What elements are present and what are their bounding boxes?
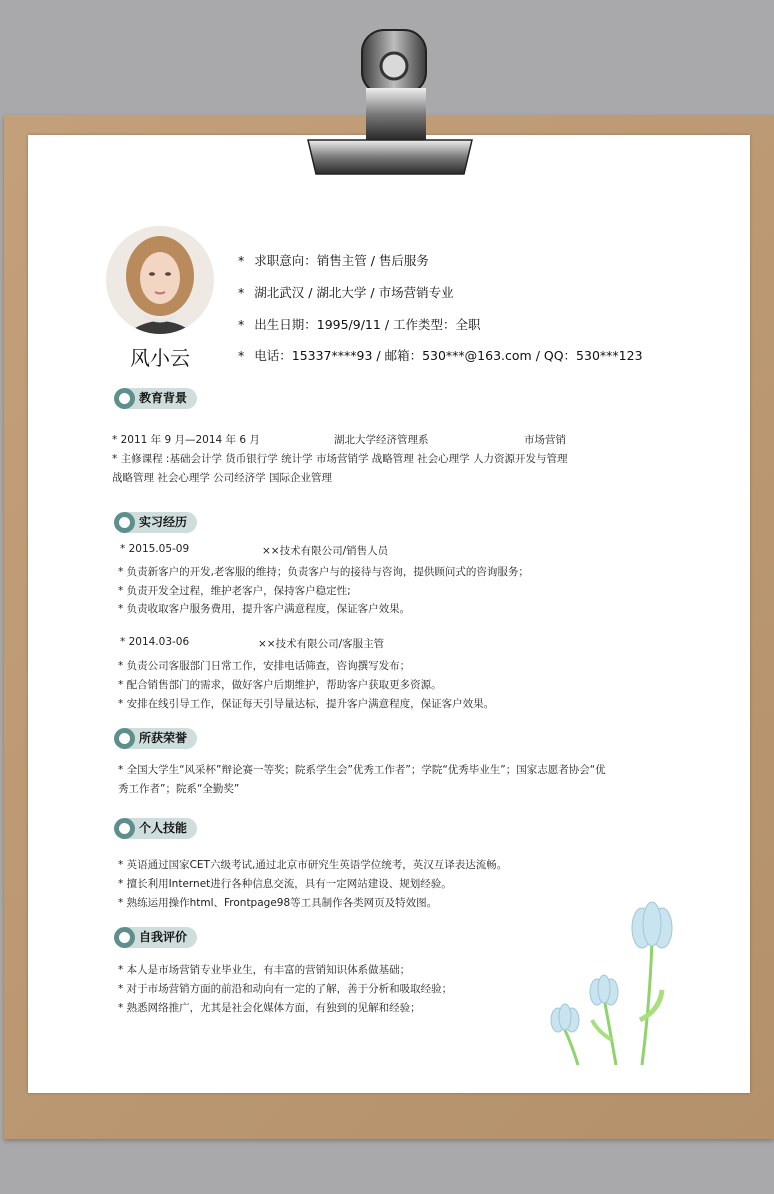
section-title: 教育背景 <box>124 388 197 409</box>
education-major: 市场营销 <box>524 434 566 446</box>
job-duty: * 负责收取客户服务费用，提升客户满意程度，保证客户效果。 <box>118 603 411 615</box>
education-courses: 战略管理 社会心理学 公司经济学 国际企业管理 <box>112 472 333 484</box>
avatar <box>106 226 214 334</box>
job-company: ××技术有限公司/销售人员 <box>262 545 389 557</box>
job-company: ××技术有限公司/客服主管 <box>258 638 385 650</box>
education-courses: * 主修课程 :基础会计学 货币银行学 统计学 市场营销学 战略管理 社会心理学 人力资源开发与管理 <box>112 453 568 465</box>
info-text: 出生日期：1995/9/11 / 工作类型：全职 <box>254 317 481 332</box>
job-date: * 2014.03-06 <box>120 636 190 648</box>
section-dot-icon <box>114 927 135 948</box>
info-location: * 湖北武汉 / 湖北大学 / 市场营销专业 <box>238 285 454 300</box>
section-dot-icon <box>114 388 135 409</box>
info-birth: * 出生日期：1995/9/11 / 工作类型：全职 <box>238 317 481 332</box>
section-title: 个人技能 <box>124 818 197 839</box>
info-text: 湖北武汉 / 湖北大学 / 市场营销专业 <box>254 285 454 300</box>
section-dot-icon <box>114 728 135 749</box>
job-duty: * 负责开发全过程，维护老客户，保持客户稳定性; <box>118 585 351 597</box>
honor-line: 秀工作者”；院系“全勤奖” <box>118 783 240 795</box>
education-date: * 2011 年 9 月—2014 年 6 月 <box>112 434 260 446</box>
candidate-name: 风小云 <box>130 346 190 370</box>
skill-line: * 擅长利用Internet进行各种信息交流，具有一定网站建设、规划经验。 <box>118 878 452 890</box>
section-dot-icon <box>114 512 135 533</box>
info-contact: * 电话：15337****93 / 邮箱：530***@163.com / QQ：530***123 <box>238 348 643 363</box>
binder-clip-icon <box>300 28 480 178</box>
job-duty: * 负责新客户的开发,老客服的维持；负责客户与的接待与咨询，提供顾问式的咨询服务； <box>118 566 529 578</box>
flower-decoration-icon <box>500 900 700 1070</box>
section-title: 实习经历 <box>124 512 197 533</box>
profile-photo <box>106 226 214 334</box>
self-eval-line: * 本人是市场营销专业毕业生，有丰富的营销知识体系做基础； <box>118 964 411 976</box>
info-text: 求职意向：销售主管 / 售后服务 <box>254 253 429 268</box>
job-duty: * 安排在线引导工作，保证每天引导量达标，提升客户满意程度，保证客户效果。 <box>118 698 495 710</box>
info-job-intent: * 求职意向：销售主管 / 售后服务 <box>238 253 429 268</box>
skill-line: * 英语通过国家CET六级考试,通过北京市研究生英语学位统考，英汉互译表达流畅。 <box>118 859 508 871</box>
skill-line: * 熟练运用操作html、Frontpage98等工具制作各类网页及特效图。 <box>118 897 438 909</box>
education-school: 湖北大学经济管理系 <box>334 434 429 446</box>
info-text: 电话：15337****93 / 邮箱：530***@163.com / QQ：530***123 <box>254 348 643 363</box>
section-dot-icon <box>114 818 135 839</box>
section-title: 所获荣誉 <box>124 728 197 749</box>
job-duty: * 负责公司客服部门日常工作，安排电话筛查，咨询撰写发布； <box>118 660 411 672</box>
job-duty: * 配合销售部门的需求，做好客户后期维护，帮助客户获取更多资源。 <box>118 679 442 691</box>
self-eval-line: * 对于市场营销方面的前沿和动向有一定的了解，善于分析和吸取经验； <box>118 983 453 995</box>
section-title: 自我评价 <box>124 927 197 948</box>
self-eval-line: * 熟悉网络推广，尤其是社会化媒体方面，有独到的见解和经验； <box>118 1002 421 1014</box>
job-date: * 2015.05-09 <box>120 543 190 555</box>
honor-line: * 全国大学生“风采杯”辩论赛一等奖；院系学生会”优秀工作者”；学院“优秀毕业生”；国家志愿者协会“优 <box>118 764 606 776</box>
